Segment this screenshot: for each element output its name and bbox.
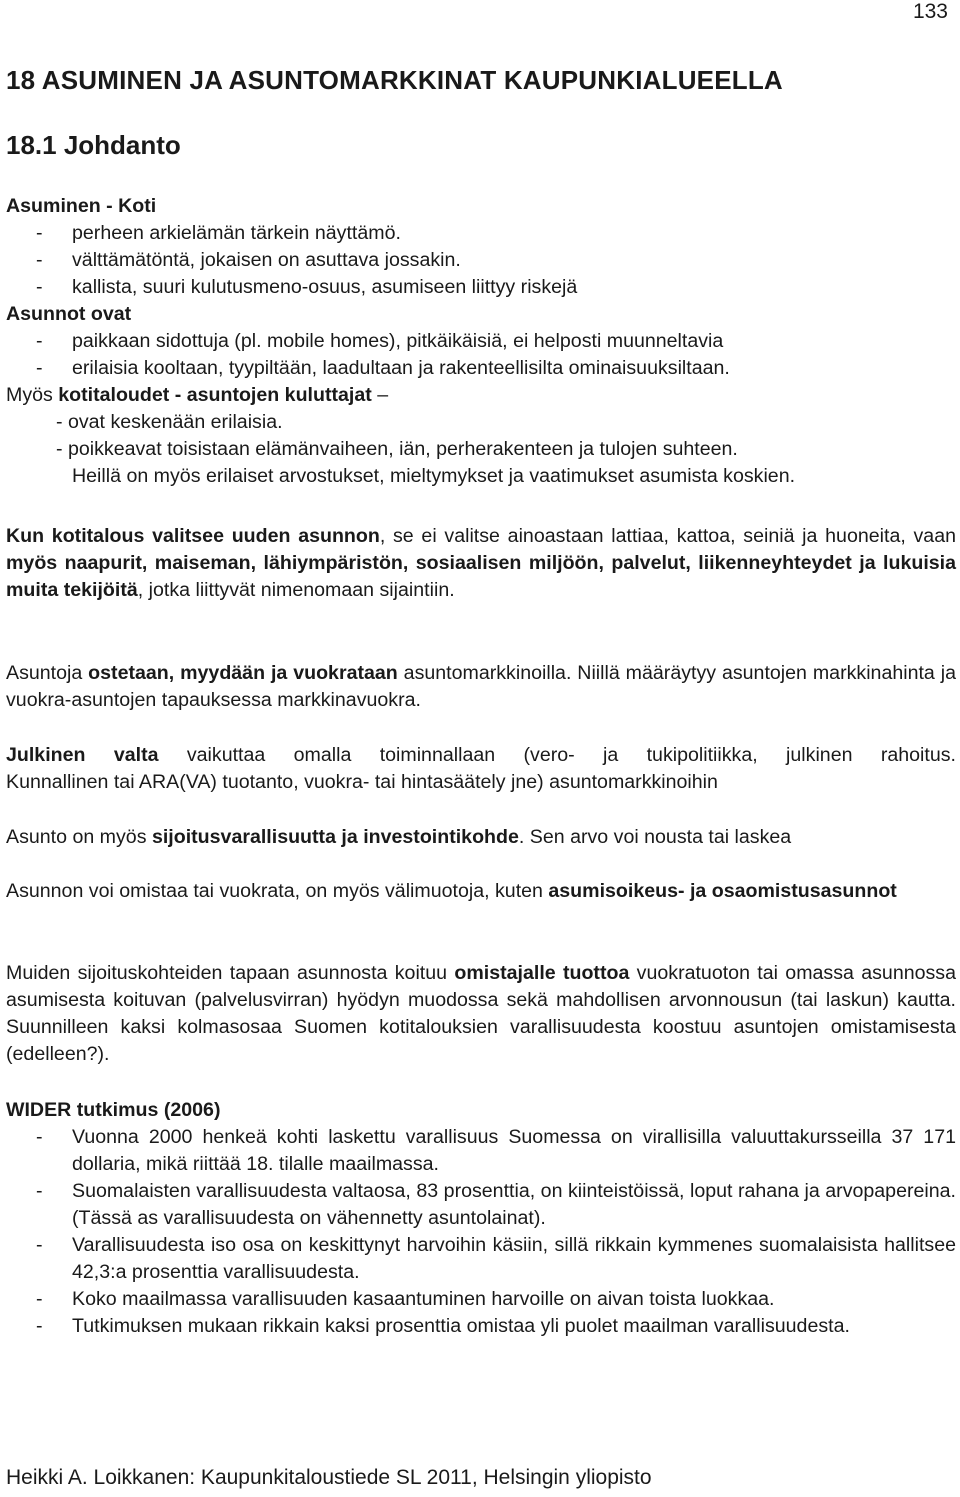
list-item: - Varallisuudesta iso osa on keskittynyt harvoihin käsiin, sillä rikkain kymmenes suomalaisista hallitsee 42,3:a prosenttia varallisuudesta. <box>36 1234 956 1283</box>
s1-heading: Asuminen - Koti <box>6 195 157 217</box>
list-item: - Koko maailmassa varallisuuden kasaantuminen harvoille on aivan toista luokkaa. <box>36 1288 775 1310</box>
list-item: - Suomalaisten varallisuudesta valtaosa, 83 prosenttia, on kiinteistöissä, loput rahana ja arvopapereina. (Tässä as varallisuudesta on vähennetty asuntolainat). <box>36 1180 956 1229</box>
wider-block <box>6 1097 956 1340</box>
list-item: - kallista, suuri kulutusmeno-osuus, asumiseen liittyy riskejä <box>36 276 578 298</box>
paragraph-tenure: Asunnon voi omistaa tai vuokrata, on myös välimuotoja, kuten asumisoikeus- ja osaomistusasunnot <box>6 880 897 902</box>
s3-line: Heillä on myös erilaiset arvostukset, mieltymykset ja vaatimukset asumista koskien. <box>72 465 796 487</box>
paragraph-investment: Asunto on myös sijoitusvarallisuutta ja investointikohde. Sen arvo voi nousta tai laskea <box>6 826 792 848</box>
list-item: - välttämätöntä, jokaisen on asuttava jossakin. <box>36 249 461 271</box>
s2-heading: Asunnot ovat <box>6 303 132 325</box>
list-item: - Vuonna 2000 henkeä kohti laskettu varallisuus Suomessa on virallisilla valuuttakursseilla 37 171 dollaria, mikä riittää 18. tilalle maailmassa. <box>36 1126 956 1175</box>
paragraph-markets: Asuntoja ostetaan, myydään ja vuokrataan asuntomarkkinoilla. Niillä määräytyy asuntojen markkinahinta ja vuokra-asuntojen tapauksessa markkinavuokra. <box>6 662 956 711</box>
list-item: - paikkaan sidottuja (pl. mobile homes), pitkäikäisiä, ei helposti muunneltavia <box>36 330 724 352</box>
page-number: 133 <box>912 0 948 23</box>
s3-line: - ovat keskenään erilaisia. <box>56 411 283 433</box>
page-footer: Heikki A. Loikkanen: Kaupunkitaloustiede SL 2011, Helsingin yliopisto <box>6 1466 652 1489</box>
section-title: 18.1 Johdanto <box>6 130 181 160</box>
paragraph-returns: Muiden sijoituskohteiden tapaan asunnosta koituu omistajalle tuottoa vuokratuoton tai omassa asunnossa asumisesta koituvan (palvelusvirran) hyödyn muodossa sekä mahdollisen arvonnousun (tai laskun) kautta. Suunnilleen kaksi kolmasosaa Suomen kotitalouksien varallisuudesta koostuu asuntojen omistamisesta (edelleen?). <box>6 962 957 1065</box>
wider-heading: WIDER tutkimus (2006) <box>6 1099 221 1121</box>
intro-block <box>6 193 956 490</box>
s3-line: - poikkeavat toisistaan elämänvaiheen, iän, perherakenteen ja tulojen suhteen. <box>56 438 738 460</box>
list-item: - perheen arkielämän tärkein näyttämö. <box>36 222 401 244</box>
list-item: - Tutkimuksen mukaan rikkain kaksi prosenttia omistaa yli puolet maailman varallisuudesta. <box>36 1315 850 1337</box>
list-item: - erilaisia kooltaan, tyypiltään, laadultaan ja rakenteellisilta ominaisuuksiltaan. <box>36 357 730 379</box>
paragraph-choice: Kun kotitalous valitsee uuden asunnon, se ei valitse ainoastaan lattiaa, kattoa, seiniä ja huoneita, vaan myös naapurit, maiseman, lähiympäristön, sosiaalisen miljöön, palvelut, liikenneyhteydet ja lukuisia muita tekijöitä, jotka liittyvät nimenomaan sijaintiin. <box>6 525 956 601</box>
s3-heading: Myös kotitaloudet - asuntojen kuluttajat – <box>6 384 389 406</box>
chapter-title: 18 ASUMINEN JA ASUNTOMARKKINAT KAUPUNKIALUEELLA <box>6 65 783 95</box>
paragraph-public: Julkinen valta vaikuttaa omalla toiminnallaan (vero- ja tukipolitiikka, julkinen rahoitus. Kunnallinen tai ARA(VA) tuotanto, vuokra- tai hintasäätely jne) asuntomarkkinoihin <box>6 744 956 793</box>
